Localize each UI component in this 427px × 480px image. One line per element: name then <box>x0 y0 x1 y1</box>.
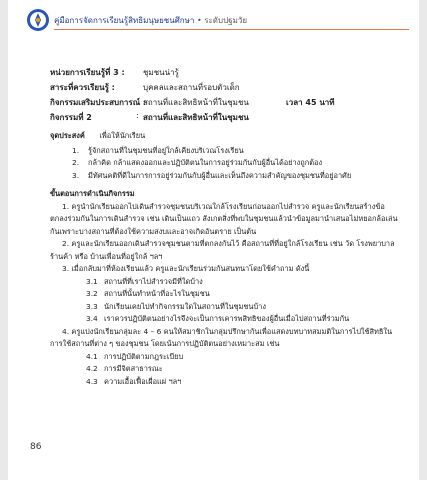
item-text: สถานที่ที่เราไปสำรวจมีที่ใดบ้าง <box>104 276 203 286</box>
unit-value: ชุมชนน่ารู้ <box>143 68 179 77</box>
item-text: ความเอื้อเฟื้อเผื่อแผ่ ฯลฯ <box>104 376 182 386</box>
list-item <box>50 301 400 314</box>
item-number: 3.4 <box>86 314 98 323</box>
activity-label: กิจกรรมเสริมประสบการณ์ : <box>50 98 147 107</box>
lesson-meta <box>50 66 400 126</box>
list-item <box>50 363 400 376</box>
item-number: 3.1 <box>86 276 98 286</box>
activity-no-colon: : <box>136 111 139 120</box>
item-text: การปฏิบัติตามกฎระเบียบ <box>104 351 184 361</box>
item-number: 3. <box>72 170 80 180</box>
step-4-items <box>50 351 400 389</box>
item-number: 4.1 <box>86 351 98 361</box>
activity-value: สถานที่และสิทธิหน้าที่ในชุมชน <box>143 98 249 107</box>
header-title-text: คู่มือการจัดการเรียนรู้สิทธิมนุษยชนศึกษา <box>54 16 195 25</box>
list-item <box>50 376 400 389</box>
list-item <box>50 157 400 170</box>
time-value: เวลา 45 นาที <box>286 98 335 107</box>
step-3-paragraph: 3. เมื่อกลับมาที่ห้องเรียนแล้ว ครูและนักเรียนร่วมกันสนทนาโดยใช้คำถาม ดังนี้ <box>62 264 310 273</box>
item-text: รู้จักสถานที่ในชุมชนที่อยู่ใกล้เคียงบริเวณโรงเรียน <box>88 145 244 155</box>
list-item <box>50 288 400 301</box>
list-item <box>50 276 400 289</box>
list-item <box>50 351 400 364</box>
meta-topic-row <box>50 81 400 96</box>
meta-activity-no-row <box>50 111 400 126</box>
step-3-questions <box>50 276 400 326</box>
page-number: 86 <box>30 442 42 452</box>
lesson-content <box>50 130 400 388</box>
header-rule <box>54 29 409 30</box>
item-number: 3.3 <box>86 301 98 311</box>
objectives-title: จุดประสงค์ <box>50 131 85 140</box>
header-subtitle: ระดับปฐมวัย <box>204 16 248 25</box>
step-1-paragraph: 1. ครูนำนักเรียนออกไปเดินสำรวจชุมชนบริเวณใกล้โรงเรียนก่อนออกไปสำรวจ ครูและนักเรียนสร้างข้อตกลงร่วมกันในการเดินสำรวจ เช่น เดินเป็นแถว สังเกตสิ่งที่พบในชุมชนแล้วนำข้อมูลมานำเสนอไม่หยอกล้อเล่นกันเพราะบางสถานที่ต้องใช้ความสงบและอาจเกิดอันตราย เป็นต้น <box>50 201 398 236</box>
step-4-paragraph: 4. ครูแบ่งนักเรียนกลุ่มละ 4 – 6 คนให้สมาชิกในกลุ่มปรึกษากันเพื่อแสดงบทบาทสมมติในการไปใช้สิทธิในการใช้สถานที่ต่าง ๆ ของชุมชน โดยเน้นการปฏิบัติตนอย่างเหมาะสม เช่น <box>50 326 393 348</box>
meta-activity-row <box>50 96 400 111</box>
header-separator: • <box>196 16 202 25</box>
item-text: การมีจิตสาธารณะ <box>104 364 163 373</box>
meta-unit-row <box>50 66 400 81</box>
list-item <box>50 170 400 183</box>
item-number: 1. <box>72 145 80 155</box>
activity-no-value: สถานที่และสิทธิหน้าที่ในชุมชน <box>143 113 249 122</box>
item-text: นักเรียนเคยไปทำกิจกรรมใดในสถานที่ในชุมชนบ้าง <box>104 301 266 311</box>
topic-value: บุคคลและสถานที่รอบตัวเด็ก <box>143 83 240 92</box>
item-number: 2. <box>72 158 80 167</box>
steps-heading: ขั้นตอนการดำเนินกิจกรรม <box>50 189 135 198</box>
objectives-list <box>50 145 400 183</box>
item-text: เราควรปฏิบัติตนอย่างไรจึงจะเป็นการเคารพสิทธิของผู้อื่นเมื่อไปสถานที่ร่วมกัน <box>104 314 350 323</box>
step-2-paragraph: 2. ครูและนักเรียนออกเดินสำรวจชุมชนตามที่ตกลงกันไว้ คือสถานที่ที่อยู่ใกล้โรงเรียน เช่น วัด โรงพยาบาล ร้านค้า หรือ บ้านเพื่อนที่อยู่ใกล้ ฯลฯ <box>50 239 395 261</box>
unit-label: หน่วยการเรียนรู้ที่ 3 : <box>50 68 125 77</box>
objectives-heading <box>50 130 400 143</box>
topic-label: สาระที่ควรเรียนรู้ : <box>50 83 115 92</box>
item-text: กล้าคิด กล้าแสดงออกและปฏิบัติตนในการอยู่ร่วมกันกับผู้อื่นได้อย่างถูกต้อง <box>88 158 323 167</box>
document-page <box>8 0 419 480</box>
item-number: 4.2 <box>86 364 98 373</box>
emblem-logo-icon <box>26 8 50 32</box>
item-number: 4.3 <box>86 376 98 386</box>
page-header <box>8 0 419 46</box>
list-item <box>50 145 400 158</box>
item-number: 3.2 <box>86 289 98 298</box>
item-text: สถานที่นั้นทำหน้าที่อะไรในชุมชน <box>104 289 210 298</box>
objectives-subtitle: เพื่อให้นักเรียน <box>99 131 146 140</box>
header-title <box>54 14 247 27</box>
item-text: มีทัศนคติที่ดีในการการอยู่ร่วมกันกับผู้อื่นและเห็นถึงความสำคัญของชุมชนที่อยู่อาศัย <box>88 170 352 180</box>
list-item <box>50 313 400 326</box>
activity-no-label: กิจกรรมที่ 2 <box>50 113 92 122</box>
